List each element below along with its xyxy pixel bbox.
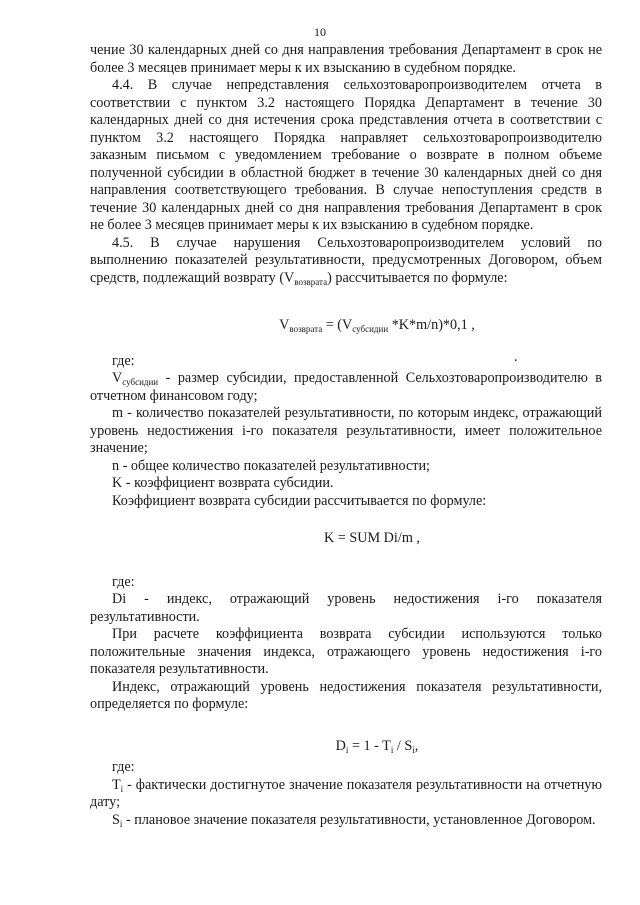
- definition-n: n - общее количество показателей результативности;: [112, 457, 430, 474]
- formula3-slash: / S: [393, 737, 413, 754]
- formula1-v: V: [279, 317, 290, 333]
- where-label-3: где:: [112, 759, 135, 775]
- formula3-end: ,: [414, 737, 419, 754]
- def-t-text: - фактически достигнутое значение показателя результативности на отчетную дату;: [90, 776, 602, 810]
- def-v-sub: субсидии: [122, 377, 159, 387]
- paragraph-4-5-text-a: 4.5. В случае нарушения Сельхозтоваропроизводителем условий по выполнению показателей результативности, предусмотренных Договором, объем средств, подлежащий возврату (V: [90, 234, 602, 286]
- formula-di-index: [90, 738, 602, 756]
- definition-v-subsidy: [90, 370, 602, 405]
- formula1-s-sub: субсидии: [352, 324, 389, 334]
- document-body: [90, 42, 602, 829]
- paragraph-4-5: [90, 235, 602, 288]
- formula1-mid: = (V: [322, 317, 353, 333]
- formula-k-coefficient: K = SUM Di/m ,: [324, 530, 420, 546]
- page-number: 10: [314, 25, 326, 39]
- def-v-letter: V: [112, 370, 123, 386]
- definition-k: K - коэффициент возврата субсидии.: [112, 475, 334, 491]
- definition-si: [90, 812, 602, 830]
- index-formula-intro: Индекс, отражающий уровень недостижения показателя результативности, определяется по формуле:: [90, 678, 602, 712]
- def-s-sub: i: [119, 818, 123, 829]
- definition-m: m - количество показателей результативности, по которым индекс, отражающий уровень недостижения i-го показателя результативности, имеет положительное значение;: [90, 405, 602, 456]
- formula3-s-sub: i: [412, 744, 415, 755]
- def-s-text: - плановое значение показателя результативности, установленное Договором.: [122, 811, 596, 828]
- where-text-1: где:: [112, 352, 135, 369]
- formula1-rest: *K*m/n)*0,1 ,: [388, 317, 475, 333]
- def-s-letter: S: [112, 811, 120, 828]
- def-t-sub: i: [120, 783, 124, 794]
- where-label-1: [90, 348, 602, 371]
- paragraph-4-5-subscript: возврата: [294, 276, 328, 287]
- stray-dot: .: [514, 348, 518, 365]
- def-t-letter: T: [112, 776, 121, 793]
- formula3-d: D: [335, 737, 346, 754]
- definition-ti: [90, 777, 602, 812]
- formula-return-volume: [90, 317, 602, 335]
- formula1-v-sub: возврата: [289, 324, 323, 334]
- formula3-t-sub: i: [390, 744, 394, 755]
- paragraph-continuation: чение 30 календарных дней со дня направления требования Департамент в срок не более 3 месяцев принимает меры к их взысканию в судебном порядке.: [90, 42, 602, 76]
- formula3-mid: = 1 - T: [348, 737, 391, 754]
- def-v-text: - размер субсидии, предоставленной Сельхозтоваропроизводителю в отчетном финансовом году;: [90, 370, 602, 404]
- paragraph-4-4: 4.4. В случае непредставления сельхозтоваропроизводителем отчета в соответствии с пунктом 3.2 настоящего Порядка Департамент в течение 30 календарных дней со дня истечения срока представления отчета в соответствии с пунктом 3.2 настоящего Порядка направляет сельхозтоваропроизводителю заказным письмом с уведомлением требование о возврате в полном объеме полученной субсидии в областной бюджет в течение 30 календарных дней со дня направления соответствующего требования. В случае непоступления средств в течение 30 календарных дней со дня направления требования Департамент в срок не более 3 месяцев принимает меры к их взысканию в судебном порядке.: [90, 77, 602, 233]
- k-formula-intro: Коэффициент возврата субсидии рассчитывается по формуле:: [112, 492, 487, 509]
- where-label-2: где:: [112, 573, 135, 590]
- formula3-d-sub: i: [345, 744, 349, 755]
- note-positive-values: При расчете коэффициента возврата субсидии используются только положительные значения индекса, отражающего уровень недостижения i-го показателя результативности.: [90, 626, 602, 677]
- paragraph-4-5-text-b: ) рассчитывается по формуле:: [327, 269, 508, 286]
- definition-di: Di - индекс, отражающий уровень недостижения i-го показателя результативности.: [90, 591, 602, 625]
